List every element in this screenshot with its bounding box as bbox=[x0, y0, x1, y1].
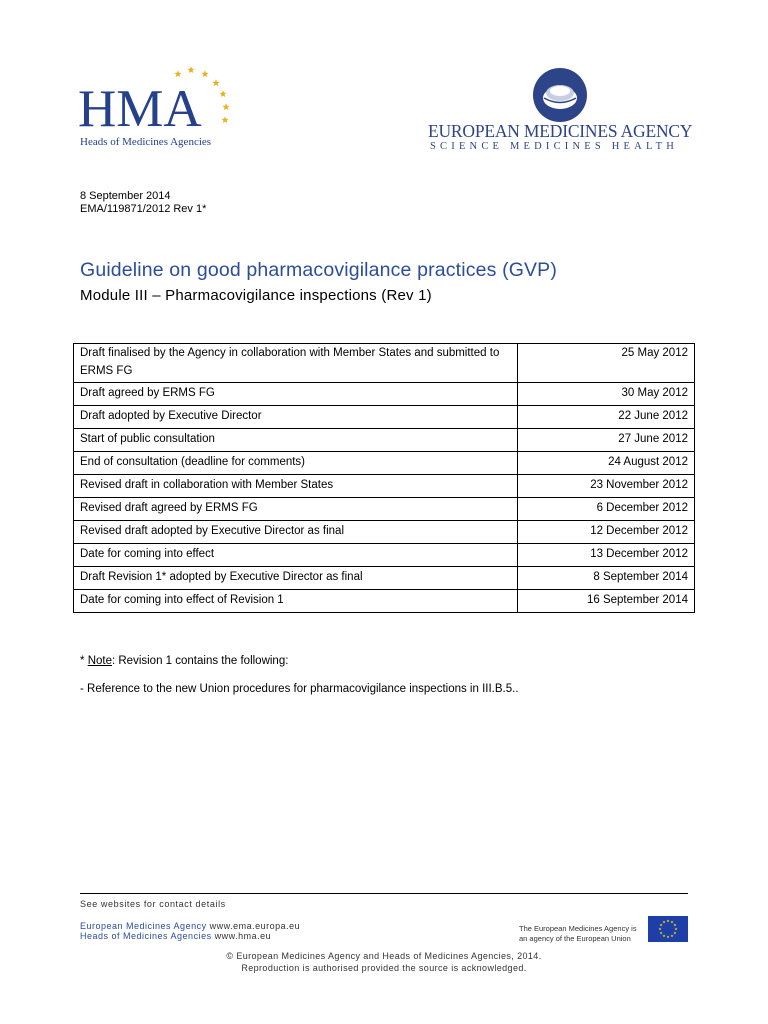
revision-note bbox=[80, 655, 288, 667]
milestone-step: Revised draft agreed by ERMS FG bbox=[74, 498, 518, 521]
milestone-row bbox=[74, 498, 695, 521]
note-text: : Revision 1 contains the following: bbox=[111, 655, 289, 667]
milestone-date: 25 May 2012 bbox=[518, 344, 695, 383]
milestone-step: Draft adopted by Executive Director bbox=[74, 406, 518, 429]
note-marker: * bbox=[80, 655, 85, 667]
milestone-step: Date for coming into effect bbox=[74, 544, 518, 567]
hma-star-icon bbox=[174, 70, 181, 77]
eu-agency-note bbox=[519, 924, 637, 944]
hma-star-icon bbox=[221, 116, 228, 123]
eu-note-line-1: The European Medicines Agency is bbox=[519, 924, 637, 933]
footer-divider bbox=[80, 893, 688, 894]
hma-stars-icon bbox=[168, 66, 248, 136]
eu-flag-icon bbox=[648, 916, 688, 942]
milestone-date: 22 June 2012 bbox=[518, 406, 695, 429]
milestone-date: 12 December 2012 bbox=[518, 521, 695, 544]
milestone-row bbox=[74, 429, 695, 452]
milestone-step: End of consultation (deadline for comments) bbox=[74, 452, 518, 475]
milestone-step: Revised draft adopted by Executive Director as final bbox=[74, 521, 518, 544]
milestone-date: 6 December 2012 bbox=[518, 498, 695, 521]
milestone-date: 23 November 2012 bbox=[518, 475, 695, 498]
milestone-date: 16 September 2014 bbox=[518, 590, 695, 613]
milestone-date: 13 December 2012 bbox=[518, 544, 695, 567]
hma-star-icon bbox=[222, 103, 229, 110]
ema-globe-icon bbox=[532, 67, 588, 123]
milestone-row bbox=[74, 452, 695, 475]
hma-logo-letters: HMA bbox=[78, 80, 202, 138]
hma-star-icon bbox=[187, 66, 194, 73]
milestone-row bbox=[74, 383, 695, 406]
eu-note-line-2: an agency of the European Union bbox=[519, 934, 631, 943]
milestone-step: Draft agreed by ERMS FG bbox=[74, 383, 518, 406]
hma-logo bbox=[78, 66, 253, 150]
hma-logo-subtitle: Heads of Medicines Agencies bbox=[80, 136, 212, 148]
copyright-notice bbox=[0, 950, 768, 974]
ema-logo bbox=[428, 67, 693, 157]
milestone-row bbox=[74, 344, 695, 383]
milestone-date: 24 August 2012 bbox=[518, 452, 695, 475]
milestone-row bbox=[74, 406, 695, 429]
hma-star-icon bbox=[219, 90, 226, 97]
hma-star-icon bbox=[212, 79, 219, 86]
note-list-item: - Reference to the new Union procedures for pharmacovigilance inspections in III.B.5.. bbox=[80, 683, 519, 695]
milestone-date: 27 June 2012 bbox=[518, 429, 695, 452]
milestone-row bbox=[74, 567, 695, 590]
copyright-line-1: © European Medicines Agency and Heads of Medicines Agencies, 2014. bbox=[226, 951, 542, 961]
document-subtitle: Module III – Pharmacovigilance inspections (Rev 1) bbox=[80, 287, 432, 304]
milestone-step: Draft finalised by the Agency in collaboration with Member States and submitted to ERMS FG bbox=[74, 344, 518, 383]
milestone-date: 8 September 2014 bbox=[518, 567, 695, 590]
footer-hma-line bbox=[80, 931, 271, 941]
document-title: Guideline on good pharmacovigilance practices (GVP) bbox=[80, 259, 557, 281]
footer-hma-url[interactable]: www.hma.eu bbox=[214, 931, 272, 941]
milestone-row bbox=[74, 590, 695, 613]
milestone-step: Date for coming into effect of Revision 1 bbox=[74, 590, 518, 613]
document-date: 8 September 2014 bbox=[80, 190, 171, 202]
footer-ema-line bbox=[80, 921, 300, 931]
document-reference: EMA/119871/2012 Rev 1* bbox=[80, 203, 207, 215]
milestone-row bbox=[74, 521, 695, 544]
footer-ema-url[interactable]: www.ema.europa.eu bbox=[209, 921, 301, 931]
footer-ema-label: European Medicines Agency bbox=[80, 921, 207, 931]
milestone-step: Revised draft in collaboration with Member States bbox=[74, 475, 518, 498]
milestone-step: Start of public consultation bbox=[74, 429, 518, 452]
copyright-line-2: Reproduction is authorised provided the source is acknowledged. bbox=[241, 963, 527, 973]
footer-hma-label: Heads of Medicines Agencies bbox=[80, 931, 212, 941]
hma-star-icon bbox=[201, 70, 208, 77]
milestone-step: Draft Revision 1* adopted by Executive Director as final bbox=[74, 567, 518, 590]
milestone-row bbox=[74, 475, 695, 498]
contact-note: See websites for contact details bbox=[80, 899, 226, 909]
milestones-table-body bbox=[74, 344, 695, 613]
milestone-date: 30 May 2012 bbox=[518, 383, 695, 406]
note-label: Note bbox=[87, 655, 112, 667]
ema-logo-name: EUROPEAN MEDICINES AGENCY bbox=[428, 121, 693, 141]
milestones-table bbox=[73, 343, 695, 613]
milestone-row bbox=[74, 544, 695, 567]
ema-logo-tagline: SCIENCE MEDICINES HEALTH bbox=[430, 141, 678, 152]
